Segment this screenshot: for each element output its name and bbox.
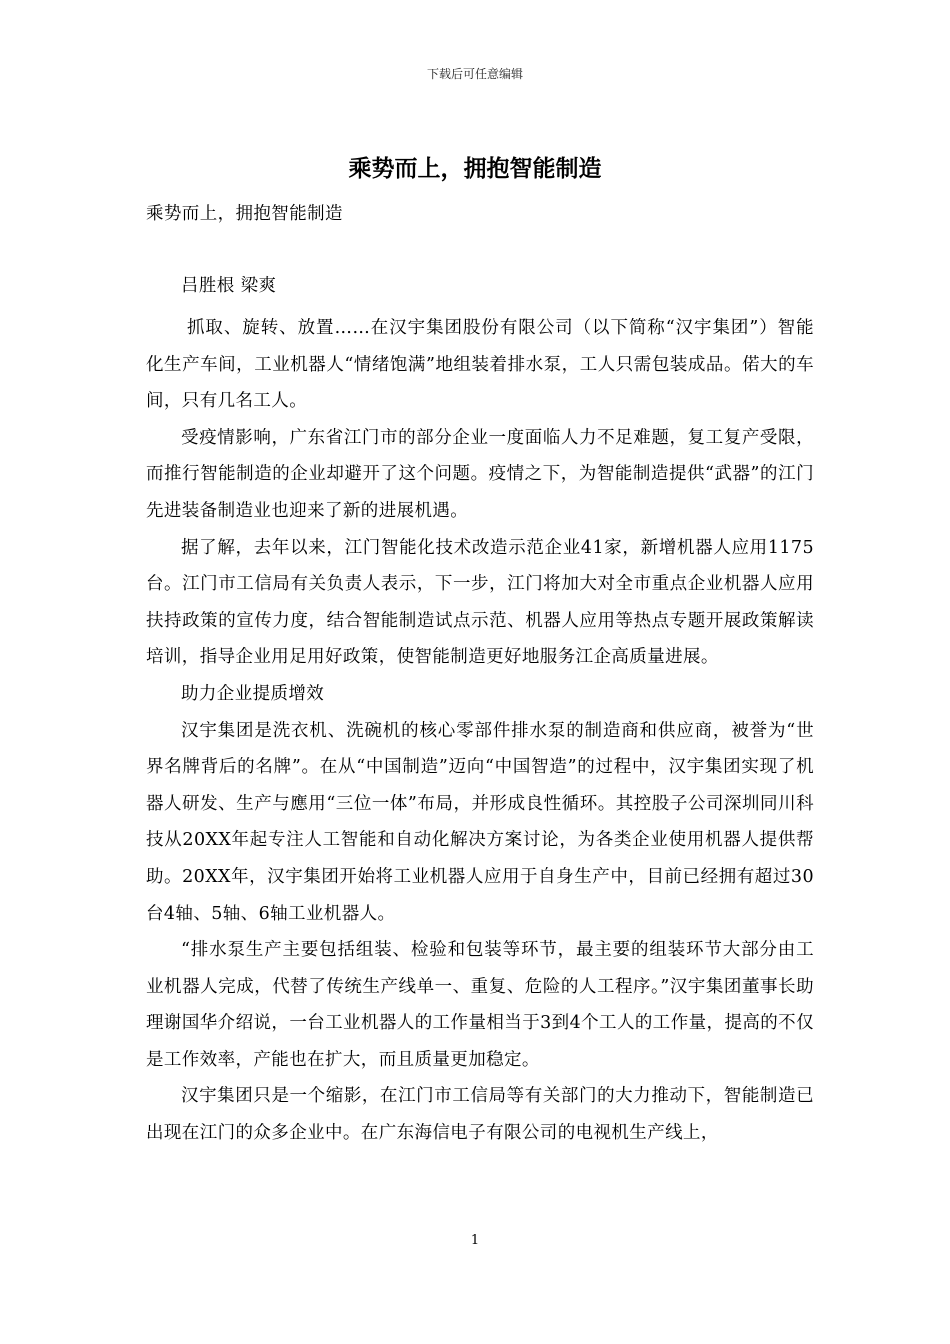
paragraph-4: 汉宇集团是洗衣机、洗碗机的核心零部件排水泵的制造商和供应商，被誉为“世界名牌背后的名牌”。在从“中国制造”迈向“中国智造”的过程中，汉宇集团实现了机器人研发、生产与應用“三位一体”布局，并形成良性循环。其控股子公司深圳同川科技从20XX年起专注人工智能和自动化解决方案讨论，为各类企业使用机器人提供帮助。20XX年，汉宇集团开始将工业机器人应用于自身生产中，目前已经拥有超过30台4轴、5轴、6轴工业机器人。	[146, 720, 814, 924]
page-number: 1	[470, 1233, 480, 1248]
paragraph-2: 受疫情影响，广东省江门市的部分企业一度面临人力不足难题，复工复产受限，而推行智能制造的企业却避开了这个问题。疫情之下，为智能制造提供“武器”的江门先进装备制造业也迎来了新的进展机遇。	[146, 427, 814, 521]
article-title: 乘势而上，拥抱智能制造	[348, 156, 602, 182]
paragraph-5: “排水泵生产主要包括组装、检验和包装等环节，最主要的组装环节大部分由工业机器人完成，代替了传统生产线单一、重复、危险的人工程序。”汉宇集团董事长助理谢国华介绍说，一台工业机器人的工作量相当于3到4个工人的工作量，提高的不仅是工作效率，产能也在扩大，而且质量更加稳定。	[146, 940, 814, 1070]
paragraph-1: 抓取、旋转、放置……在汉宇集团股份有限公司（以下简称“汉宇集团”）智能化生产车间，工业机器人“情绪饱满”地组装着排水泵，工人只需包装成品。偌大的车间，只有几名工人。	[146, 318, 814, 412]
paragraph-3: 据了解，去年以来，江门智能化技术改造示范企业41家，新增机器人应用1175台。江门市工信局有关负责人表示，下一步，江门将加大对全市重点企业机器人应用扶持政策的宣传力度，结合智能制造试点示范、机器人应用等热点专题开展政策解读培训，指导企业用足用好政策，使智能制造更好地服务江企高质量进展。	[146, 537, 814, 668]
paragraph-6: 汉宇集团只是一个缩影，在江门市工信局等有关部门的大力推动下，智能制造已出现在江门的众多企业中。在广东海信电子有限公司的电视机生产线上，	[146, 1086, 814, 1144]
header-note: 下载后可任意编辑	[426, 67, 523, 81]
article-body	[146, 310, 814, 1152]
article-subtitle: 乘势而上，拥抱智能制造	[146, 204, 343, 224]
article-authors: 吕胜根 梁爽	[181, 276, 277, 296]
section-heading: 助力企业提质增效	[181, 683, 325, 704]
